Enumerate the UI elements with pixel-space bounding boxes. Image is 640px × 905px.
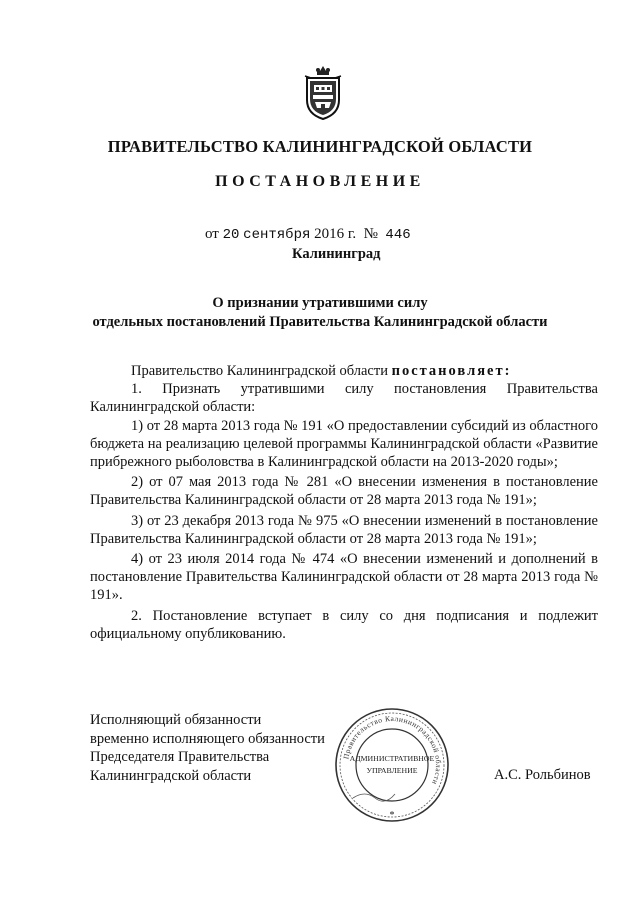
date-prefix: от (205, 226, 219, 242)
intro-paragraph (90, 362, 598, 380)
item-1: 1. Признать утратившими силу постановления Правительства Калининградской области: (90, 381, 598, 416)
signer-line-1: Исполняющий обязанности (90, 712, 262, 728)
date-day: 20 (222, 227, 240, 243)
date-month: сентября (243, 227, 311, 243)
official-seal-stamp (333, 706, 451, 824)
item-2: 2. Постановление вступает в силу со дня подписания и подлежит официальному опубликованию. (90, 607, 598, 642)
signer-line-4: Калининградской области (90, 767, 252, 784)
number-sign: № (363, 226, 378, 242)
subitem-1: 1) от 28 марта 2013 года № 191 «О предоставлении субсидий из областного бюджета на реализацию целевой программы Калининградской области «Развитие прибрежного рыболовства в Калининградской области на 2013-2020 годы»; (90, 417, 598, 471)
document-type: ПОСТАНОВЛЕНИЕ (215, 173, 425, 190)
signer-title (90, 711, 325, 785)
document-number: 446 (385, 227, 411, 243)
seal-center-line-1: АДМИНИСТРАТИВНОЕ (349, 754, 435, 763)
signer-name: А.С. Рольбинов (494, 767, 591, 783)
document-body (90, 362, 598, 643)
date-year: 2016 г. (314, 226, 357, 242)
subitem-4: 4) от 23 июля 2014 года № 474 «О внесении изменений и дополнений в постановление Правительства Калининградской области от 28 марта 2013 года № 191». (90, 551, 598, 604)
subitem-2: 2) от 07 мая 2013 года № 281 «О внесении изменения в постановление Правительства Калининградской области от 28 марта 2013 года № 191»; (90, 474, 598, 509)
svg-text:Правительство Калининградской (341, 714, 443, 786)
government-title: ПРАВИТЕЛЬСТВО КАЛИНИНГРАДСКОЙ ОБЛАСТИ (107, 137, 533, 156)
intro-text: Правительство Калининградской области (131, 363, 388, 379)
subject-heading (0, 294, 640, 332)
signer-line-2: временно исполняющего обязанности (90, 730, 325, 747)
subitem-3: 3) от 23 декабря 2013 года № 975 «О внесении изменений в постановление Правительства Калининградской области от 28 марта 2013 года № 191»; (90, 512, 598, 547)
subject-line-1: О признании утратившими силу (212, 295, 428, 311)
seal-star-icon: * (389, 810, 395, 821)
seal-ring-text: Правительство Калининградской области (341, 713, 444, 787)
signer-line-3: Председателя Правительства (90, 749, 270, 766)
intro-verb: постановляет: (391, 363, 512, 379)
city: Калининград (292, 246, 381, 262)
date-line (205, 226, 411, 243)
seal-center-line-2: УПРАВЛЕНИЕ (366, 766, 418, 775)
subject-line-2: отдельных постановлений Правительства Калининградской области (92, 314, 548, 330)
coat-of-arms-emblem (303, 66, 343, 120)
